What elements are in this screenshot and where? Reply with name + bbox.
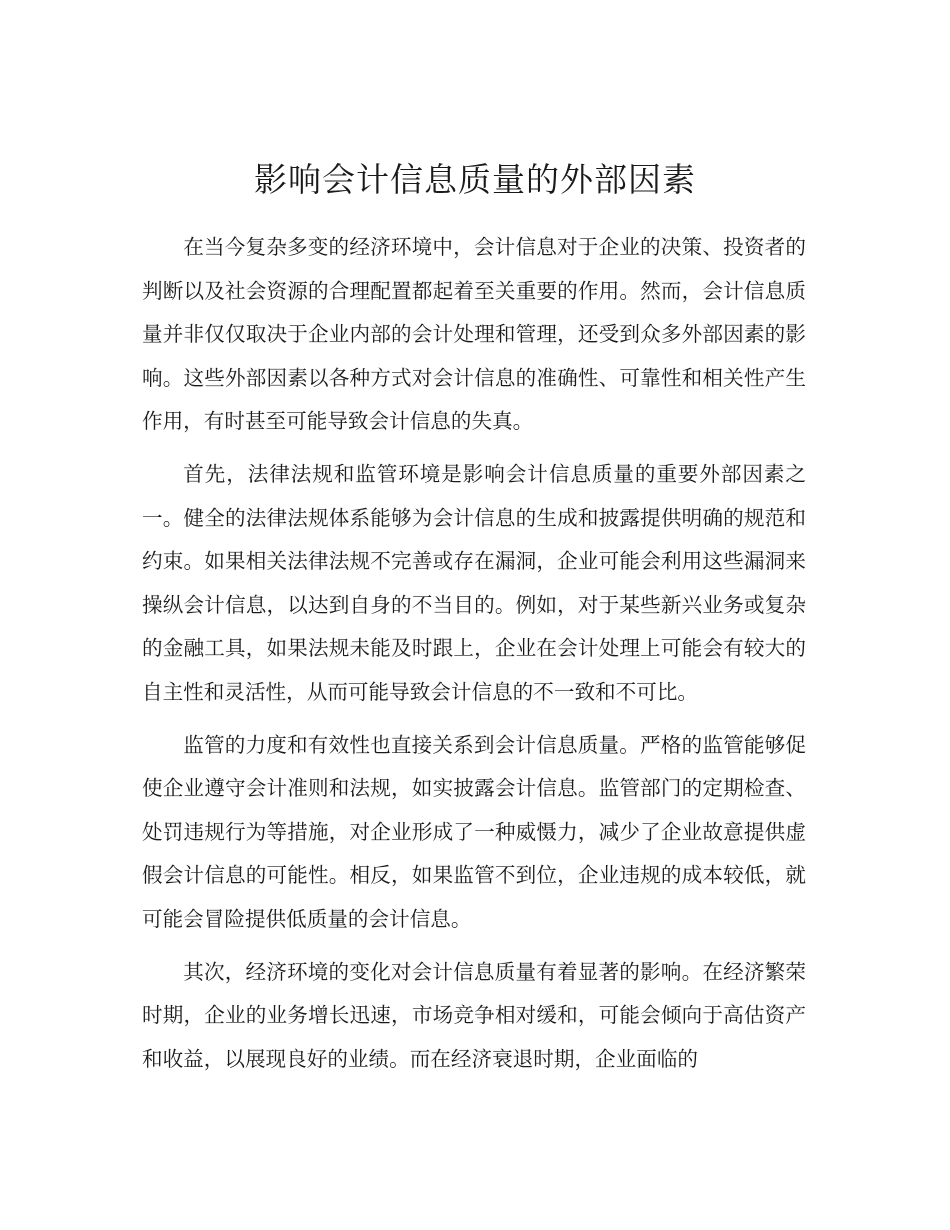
paragraph-intro: 在当今复杂多变的经济环境中，会计信息对于企业的决策、投资者的判断以及社会资源的合理配置都起着至关重要的作用。然而，会计信息质量并非仅仅取决于企业内部的会计处理和管理，还受到众多外部因素的影响。这些外部因素以各种方式对会计信息的准确性、可靠性和相关性产生作用，有时甚至可能导致会计信息的失真。 bbox=[142, 235, 806, 434]
document-body bbox=[142, 226, 806, 1090]
paragraph-economic-environment: 其次，经济环境的变化对会计信息质量有着显著的影响。在经济繁荣时期，企业的业务增长迅速，市场竞争相对缓和，可能会倾向于高估资产和收益，以展现良好的业绩。而在经济衰退时期，企业面临的 bbox=[142, 959, 806, 1071]
paragraph-laws-regulations: 首先，法律法规和监管环境是影响会计信息质量的重要外部因素之一。健全的法律法规体系能够为会计信息的生成和披露提供明确的规范和约束。如果相关法律法规不完善或存在漏洞，企业可能会利用这些漏洞来操纵会计信息，以达到自身的不当目的。例如，对于某些新兴业务或复杂的金融工具，如果法规未能及时跟上，企业在会计处理上可能会有较大的自主性和灵活性，从而可能导致会计信息的不一致和不可比。 bbox=[142, 461, 806, 704]
paragraph-supervision: 监管的力度和有效性也直接关系到会计信息质量。严格的监管能够促使企业遵守会计准则和法规，如实披露会计信息。监管部门的定期检查、处罚违规行为等措施，对企业形成了一种威慑力，减少了企业故意提供虚假会计信息的可能性。相反，如果监管不到位，企业违规的成本较低，就可能会冒险提供低质量的会计信息。 bbox=[142, 732, 806, 931]
document-title: 影响会计信息质量的外部因素 bbox=[254, 160, 696, 199]
